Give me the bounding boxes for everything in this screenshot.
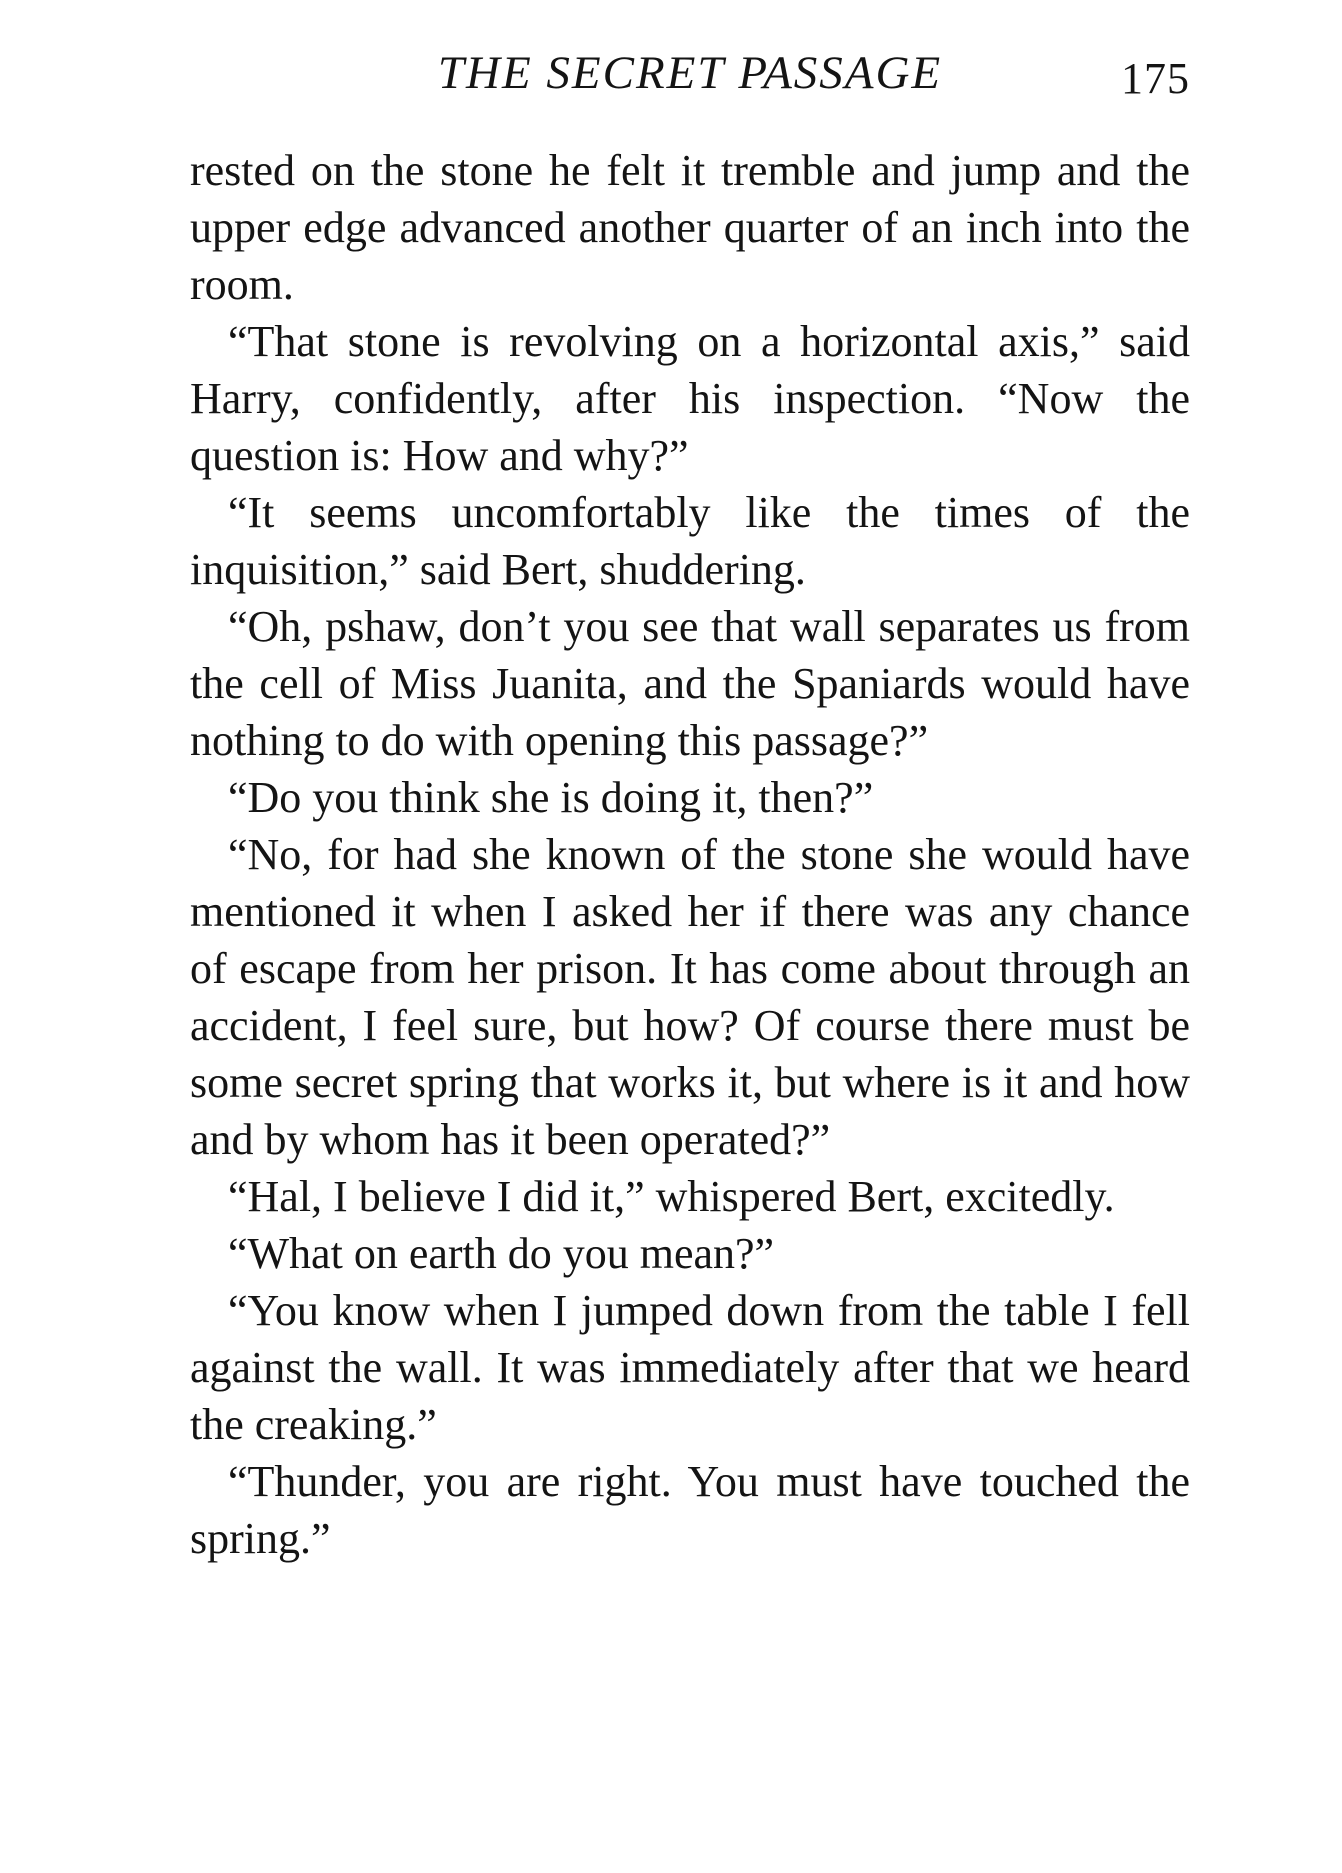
- page-number: 175: [1121, 54, 1190, 103]
- paragraph: “Oh, pshaw, don’t you see that wall separates us from the cell of Miss Juanita, and the Spaniards would have nothing to do with opening this passage?”: [190, 602, 1190, 765]
- paragraph: “Do you think she is doing it, then?”: [228, 773, 874, 822]
- paragraph: “It seems uncomfortably like the times of the inquisition,” said Bert, shuddering.: [190, 488, 1190, 594]
- paragraph: “What on earth do you mean?”: [228, 1229, 775, 1278]
- paragraph: “That stone is revolving on a horizontal axis,” said Harry, confidently, after his inspection. “Now the question is: How and why?”: [190, 317, 1190, 480]
- paragraph: rested on the stone he felt it tremble and jump and the upper edge advanced another quarter of an inch into the room.: [190, 146, 1190, 309]
- running-title: THE SECRET PASSAGE: [437, 47, 943, 99]
- body-text: [190, 142, 1190, 1567]
- paragraph: “Hal, I believe I did it,” whispered Bert, excitedly.: [228, 1172, 1115, 1221]
- paragraph: “No, for had she known of the stone she would have mentioned it when I asked her if there was any chance of escape from her prison. It has come about through an accident, I feel sure, but how? Of course there must be some secret spring that works it, but where is it and how and by whom has it been operated?”: [190, 830, 1190, 1164]
- paragraph: “You know when I jumped down from the table I fell against the wall. It was immediately after that we heard the creaking.”: [190, 1286, 1190, 1449]
- paragraph: “Thunder, you are right. You must have touched the spring.”: [190, 1457, 1190, 1563]
